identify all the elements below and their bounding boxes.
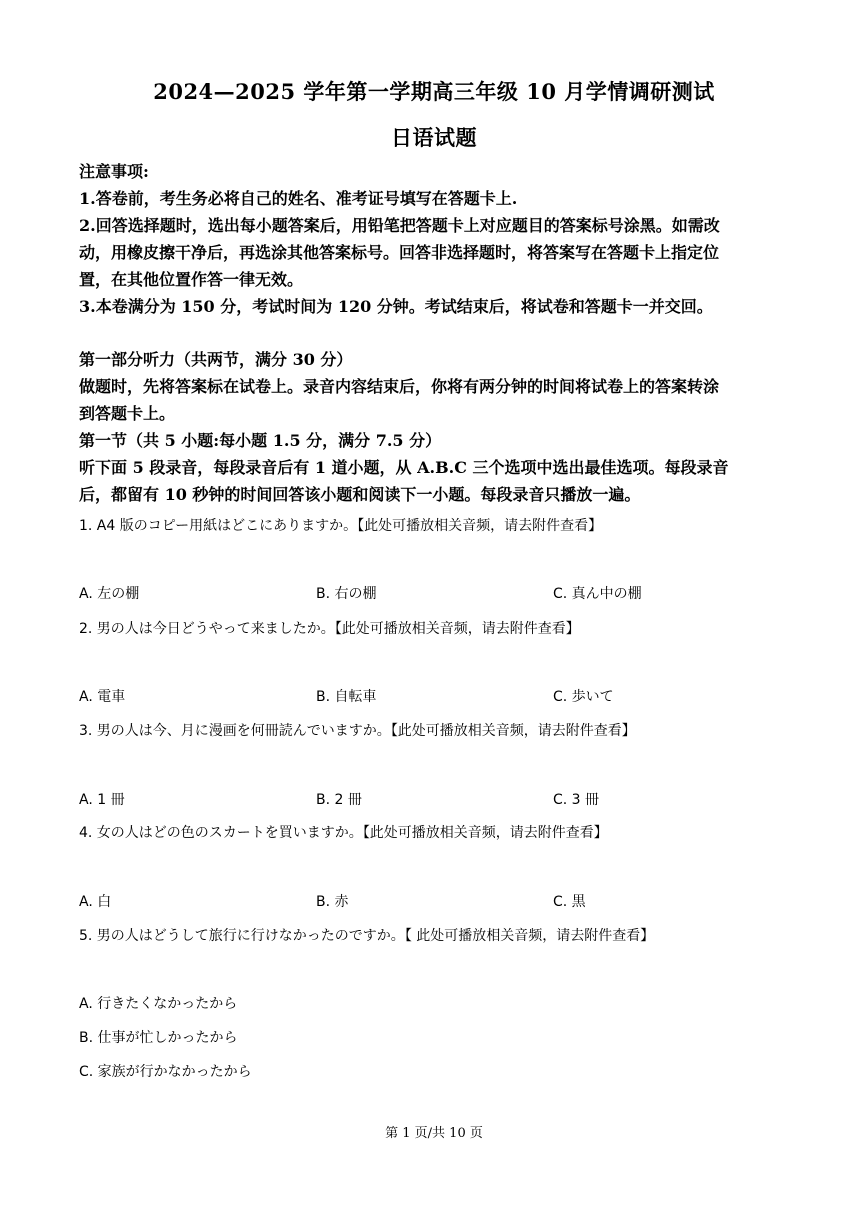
question-3	[79, 722, 636, 740]
audio-note[interactable]: 【此处可播放相关音频，请去附件查看】	[334, 621, 580, 637]
option-b: B. 自転車	[316, 689, 377, 705]
question-2	[79, 620, 580, 638]
notes-line: 3.本卷满分为 150 分，考试时间为 120 分钟。考试结束后，将试卷和答题卡一并交回。	[79, 297, 713, 316]
option-a: A. 左の棚	[79, 586, 140, 602]
page-subtitle: 日语试题	[391, 125, 477, 150]
question-1	[79, 517, 602, 535]
notes-line: 置，在其他位置作答一律无效。	[79, 270, 304, 289]
notes-line: 1.答卷前，考生务必将自己的姓名、准考证号填写在答题卡上.	[79, 189, 518, 208]
audio-note[interactable]: 【此处可播放相关音频，请去附件查看】	[362, 825, 608, 841]
audio-note[interactable]: 【此处可播放相关音频，请去附件查看】	[390, 723, 636, 739]
page-footer: 第 1 页/共 10 页	[385, 1126, 483, 1141]
option-c: C. 真ん中の棚	[553, 586, 642, 602]
option-a: A. 行きたくなかったから	[79, 996, 238, 1012]
option-b: B. 右の棚	[316, 586, 377, 602]
option-a: A. 電車	[79, 689, 126, 705]
audio-note[interactable]: 【此处可播放相关音频，请去附件查看】	[357, 518, 603, 534]
question-4	[79, 824, 608, 842]
option-b: B. 赤	[316, 894, 349, 910]
audio-note[interactable]: 【 此处可播放相关音频，请去附件查看】	[404, 928, 655, 944]
question-text: 1. A4 版のコピー用紙はどこにありますか。	[79, 518, 358, 534]
option-c: C. 歩いて	[553, 689, 614, 705]
part1-desc: 做题时，先将答案标在试卷上。录音内容结束后，你将有两分钟的时间将试卷上的答案转涂	[79, 377, 720, 396]
option-a: A. 白	[79, 894, 112, 910]
option-b: B. 2 冊	[316, 792, 362, 808]
option-c: C. 黒	[553, 894, 586, 910]
notes-line: 动，用橡皮擦干净后，再选涂其他答案标号。回答非选择题时，将答案写在答题卡上指定位	[79, 243, 720, 262]
part1-desc: 到答题卡上。	[79, 404, 176, 423]
option-c: C. 3 冊	[553, 792, 600, 808]
option-a: A. 1 冊	[79, 792, 125, 808]
section1-heading: 第一节（共 5 小题:每小题 1.5 分，满分 7.5 分）	[79, 431, 442, 450]
question-text: 5. 男の人はどうして旅行に行けなかったのですか。	[79, 928, 405, 944]
question-text: 2. 男の人は今日どうやって来ましたか。	[79, 621, 335, 637]
notes-heading: 注意事项:	[79, 162, 149, 181]
question-5	[79, 927, 654, 945]
notes-line: 2.回答选择题时，选出每小题答案后，用铅笔把答题卡上对应题目的答案标号涂黑。如需改	[79, 216, 720, 235]
option-c: C. 家族が行かなかったから	[79, 1064, 252, 1080]
part1-heading: 第一部分听力（共两节，满分 30 分）	[79, 350, 353, 369]
question-text: 3. 男の人は今、月に漫画を何冊読んでいますか。	[79, 723, 391, 739]
section1-desc: 听下面 5 段录音，每段录音后有 1 道小题，从 A.B.C 三个选项中选出最佳选项。每段录音	[79, 458, 729, 477]
question-text: 4. 女の人はどの色のスカートを買いますか。	[79, 825, 363, 841]
section1-desc: 后，都留有 10 秒钟的时间回答该小题和阅读下一小题。每段录音只播放一遍。	[79, 485, 641, 504]
page-title: 2024—2025 学年第一学期高三年级 10 月学情调研测试	[153, 79, 715, 104]
option-b: B. 仕事が忙しかったから	[79, 1030, 238, 1046]
